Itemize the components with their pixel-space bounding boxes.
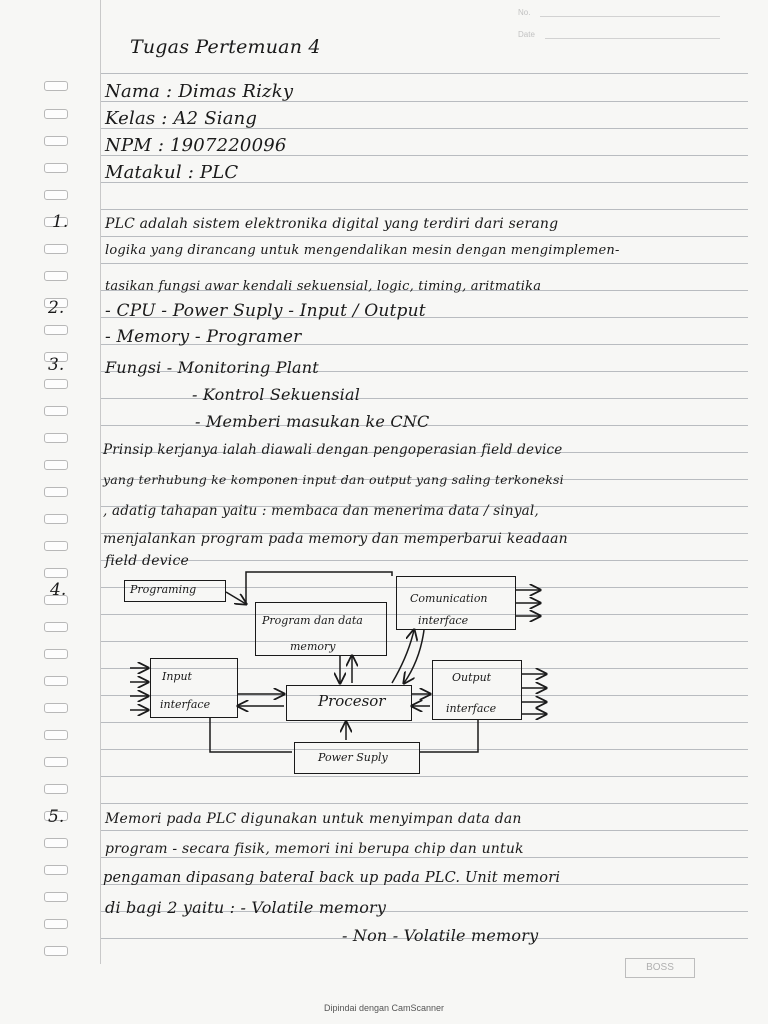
date-label: Date <box>518 30 535 39</box>
communication-label-2: interface <box>418 614 469 627</box>
matkul-line: Matakul : PLC <box>105 162 239 183</box>
number-2: 2. <box>48 298 65 318</box>
page-title: Tugas Pertemuan 4 <box>130 36 321 58</box>
answer-1-line-3: tasikan fungsi awar kendali sekuensial, logic, timing, aritmatika <box>105 279 542 294</box>
programing-label: Programing <box>130 583 197 596</box>
kelas-line: Kelas : A2 Siang <box>105 108 258 129</box>
answer-3-line-6: , adatig tahapan yaitu : membaca dan menerima data / sinyal, <box>103 503 539 519</box>
programing-bus-line <box>246 572 392 602</box>
number-1: 1. <box>52 212 69 232</box>
communication-label-1: Comunication <box>410 592 488 605</box>
answer-5-line-4: di bagi 2 yaitu : - Volatile memory <box>105 898 387 917</box>
input-label-1: Input <box>162 670 192 683</box>
output-label-1: Output <box>452 671 492 684</box>
number-4: 4. <box>50 580 67 600</box>
input-label-2: interface <box>160 698 211 711</box>
answer-2-line-1: - CPU - Power Suply - Input / Output <box>105 301 426 321</box>
answer-5-line-2: program - secara fisik, memori ini berupa chip dan untuk <box>105 841 524 857</box>
programing-to-memory-arrow <box>226 592 246 604</box>
answer-3-line-3: - Memberi masukan ke CNC <box>195 412 430 431</box>
nama-line: Nama : Dimas Rizky <box>105 81 294 102</box>
power-to-input-line <box>210 718 292 752</box>
answer-3-line-2: - Kontrol Sekuensial <box>192 385 361 404</box>
answer-3-line-7: menjalankan program pada memory dan memperbarui keadaan <box>103 531 568 547</box>
scanner-footer: Dipindai dengan CamScanner <box>323 1003 445 1013</box>
answer-5-line-5: - Non - Volatile memory <box>342 926 539 945</box>
answer-3-line-8: field device <box>105 553 189 569</box>
program-memory-label-2: memory <box>290 640 336 653</box>
stamp-logo: BOSS <box>625 958 695 978</box>
processor-to-comm-arrow <box>392 630 414 683</box>
answer-1-line-1: PLC adalah sistem elektronika digital yang terdiri dari serang <box>105 216 559 232</box>
number-3: 3. <box>48 355 65 375</box>
answer-5-line-1: Memori pada PLC digunakan untuk menyimpan data dan <box>105 811 522 827</box>
number-5: 5. <box>48 807 65 827</box>
answer-3-line-4: Prinsip kerjanya ialah diawali dengan pengoperasian field device <box>103 442 563 458</box>
no-label: No. <box>518 8 531 17</box>
power-to-output-line <box>420 720 478 752</box>
answer-1-line-2: logika yang dirancang untuk mengendalikan mesin dengan mengimplemen- <box>105 243 620 258</box>
answer-5-line-3: pengaman dipasang bateraI back up pada PLC. Unit memori <box>103 870 561 886</box>
program-memory-label-1: Program dan data <box>262 614 363 627</box>
npm-line: NPM : 1907220096 <box>105 135 287 156</box>
answer-3-line-5: yang terhubung ke komponen input dan output yang saling terkoneksi <box>103 472 564 487</box>
processor-label: Procesor <box>318 692 386 710</box>
answer-2-line-2: - Memory - Programer <box>105 327 302 347</box>
comm-to-processor-arrow <box>404 630 424 683</box>
answer-3-line-1: Fungsi - Monitoring Plant <box>105 358 319 377</box>
power-supply-label: Power Suply <box>318 751 388 764</box>
output-label-2: interface <box>446 702 497 715</box>
